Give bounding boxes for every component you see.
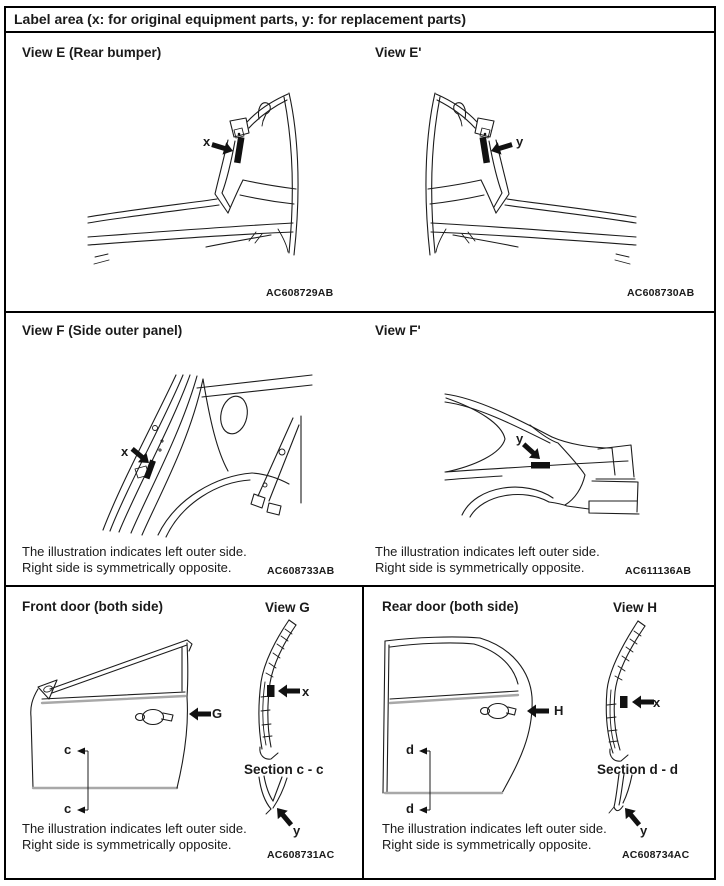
marker-d-top: d [406,742,414,757]
doors-row [6,587,714,878]
view-g-drawing [259,620,300,759]
rear-door-drawing [383,637,549,814]
page-title: Label area (x: for original equipment parts, y: for replacement parts) [14,11,466,27]
section-line-d [421,751,430,810]
view-h-drawing [606,621,654,761]
section-dd-drawing [609,774,644,829]
pointer-arrow [210,138,235,157]
rear-bumper-row [6,33,714,313]
note-line1: The illustration indicates left outer side. [375,544,600,559]
marker-y-section-dd: y [640,823,648,838]
marker-x-view-f: x [121,444,129,459]
pointer-arrow-x [632,696,654,709]
marker-x-view-e: x [203,134,211,149]
view-g-title: View G [265,600,310,615]
pointer-arrow-x [278,685,300,698]
manual-page-frame [4,6,716,880]
marker-d-bottom: d [406,801,414,816]
label-area-mark [620,696,628,708]
view-f-drawing [103,375,312,537]
figure-code-view-f-prime: AC611136AB [625,565,692,577]
figure-code-view-e-prime: AC608730AB [627,287,695,299]
front-door-drawing [31,640,211,814]
view-e-prime-drawing [426,93,636,264]
rear-bumper-drawings [6,33,718,311]
section-dd-title: Section d - d [597,762,678,777]
section-line-c [79,751,88,810]
marker-x-view-h: x [653,695,661,710]
pointer-arrow-h [527,705,549,718]
figure-code-view-e: AC608729AB [266,287,334,299]
front-door-title: Front door (both side) [22,599,163,614]
note-line2: Right side is symmetrically opposite. [375,560,585,575]
side-panel-row [6,313,714,587]
view-e-drawing [88,93,298,264]
pointer-arrow-g [189,708,211,721]
section-cc-title: Section c - c [244,762,324,777]
view-e-prime-title: View E' [375,45,422,60]
note-line1: The illustration indicates left outer side. [22,544,247,559]
view-f-prime-title: View F' [375,323,421,338]
marker-y-view-f-prime: y [516,431,524,446]
note-line2: Right side is symmetrically opposite. [382,837,592,852]
note-line1: The illustration indicates left outer side. [22,821,247,836]
marker-y-section-cc: y [293,823,301,838]
front-door-handle [143,710,164,725]
view-h-title: View H [613,600,658,615]
label-area-mark [234,137,244,164]
marker-c-top: c [64,742,72,757]
marker-h: H [554,703,564,718]
view-f-title: View F (Side outer panel) [22,323,183,338]
section-cc-drawing [259,776,296,829]
marker-y-view-e-prime: y [516,134,524,149]
label-area-mark [267,685,275,697]
figure-code-front-door: AC608731AC [267,849,335,861]
note-line2: Right side is symmetrically opposite. [22,560,232,575]
marker-x-view-g: x [302,684,310,699]
figure-code-rear-door: AC608734AC [622,849,690,861]
header-row [6,8,714,33]
label-area-mark [531,462,550,469]
marker-g: G [212,706,223,721]
view-e-title: View E (Rear bumper) [22,45,162,60]
note-line1: The illustration indicates left outer side. [382,821,607,836]
note-line2: Right side is symmetrically opposite. [22,837,232,852]
rear-door-handle [488,704,509,719]
figure-code-view-f: AC608733AB [267,565,335,577]
rear-door-title: Rear door (both side) [382,599,519,614]
view-f-prime-drawing [445,394,639,517]
marker-c-bottom: c [64,801,72,816]
